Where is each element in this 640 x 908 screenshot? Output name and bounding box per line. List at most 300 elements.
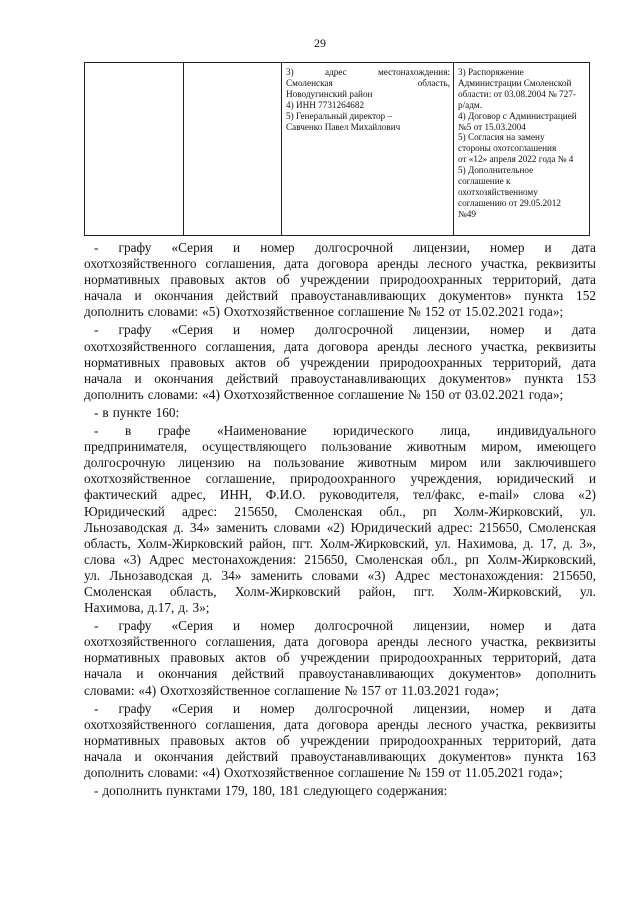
text-line bbox=[84, 618, 596, 634]
word: 03.02.2021 bbox=[464, 386, 525, 402]
table-cell-address bbox=[282, 63, 453, 132]
word: e-mail» bbox=[478, 487, 520, 503]
word: - bbox=[94, 240, 99, 255]
word: об bbox=[276, 272, 290, 288]
word: 215650, bbox=[478, 519, 523, 535]
word: и bbox=[544, 700, 552, 716]
word: слова bbox=[533, 487, 565, 503]
word: имеющего bbox=[536, 439, 596, 455]
word: нормативных bbox=[84, 354, 160, 370]
word: лицензию bbox=[178, 455, 235, 471]
word: Холм-Жирковский, bbox=[452, 583, 562, 599]
word: Охотхозяйственное bbox=[223, 304, 334, 320]
word: актов bbox=[235, 732, 266, 748]
word: заменить bbox=[216, 519, 268, 535]
word: реквизиты bbox=[536, 716, 596, 732]
text-line bbox=[84, 339, 596, 355]
word: правовых bbox=[170, 732, 225, 748]
word: номер bbox=[260, 322, 295, 338]
word: 3) bbox=[286, 67, 294, 77]
word: «4) bbox=[202, 386, 220, 402]
word: территорий, bbox=[492, 354, 562, 370]
word: природоохранных bbox=[379, 354, 483, 370]
word: 163 bbox=[576, 748, 596, 764]
word: года»; bbox=[528, 386, 564, 402]
word: природоохранных bbox=[379, 272, 483, 288]
word: и bbox=[544, 240, 552, 255]
word: договора bbox=[317, 716, 369, 732]
word: Юридический bbox=[350, 519, 432, 535]
paragraph bbox=[84, 701, 596, 781]
word: об bbox=[276, 650, 290, 666]
text-line bbox=[84, 240, 596, 256]
word: и bbox=[544, 618, 552, 634]
word: 34» bbox=[221, 567, 242, 583]
word: соглашения, bbox=[205, 256, 276, 272]
word: долгосрочной bbox=[314, 618, 394, 634]
word: дата bbox=[284, 256, 309, 272]
word: и bbox=[544, 322, 552, 338]
word: графе bbox=[157, 423, 191, 439]
word: 11.03.2021 bbox=[401, 682, 461, 698]
word: от bbox=[384, 682, 398, 698]
text-line bbox=[84, 600, 596, 616]
word: Льнозаводская bbox=[109, 567, 193, 583]
word: Смоленская bbox=[286, 77, 333, 88]
word: Охотхозяйственное bbox=[223, 386, 334, 402]
cell-line: охотхозяйственному bbox=[458, 186, 538, 197]
cell-line: 4) ИНН 7731264682 bbox=[286, 99, 365, 110]
text-line bbox=[84, 683, 596, 699]
text-line bbox=[84, 568, 596, 584]
word: Смоленская bbox=[84, 583, 152, 599]
word: адрес: bbox=[437, 519, 473, 535]
word: соглашение bbox=[337, 765, 405, 780]
word: дата bbox=[571, 272, 596, 288]
paragraph bbox=[84, 423, 596, 616]
word: реквизиты bbox=[536, 338, 596, 354]
word: «Наименование bbox=[216, 423, 307, 439]
word: район, bbox=[358, 583, 396, 599]
text-line bbox=[84, 701, 596, 717]
table-col-2 bbox=[184, 63, 282, 235]
word: пользование bbox=[321, 439, 392, 455]
text-line bbox=[84, 256, 596, 272]
word: соглашение bbox=[274, 682, 341, 698]
word: рп bbox=[465, 551, 480, 567]
word: дата bbox=[571, 618, 596, 634]
cell-line: Новодугинский район bbox=[286, 88, 373, 99]
word: д. bbox=[178, 600, 189, 616]
word: пункта bbox=[524, 288, 564, 304]
word: охотхозяйственное bbox=[84, 471, 191, 487]
word: Ф.И.О. bbox=[265, 487, 306, 503]
word: года»; bbox=[528, 304, 564, 320]
word: пункта bbox=[524, 748, 564, 764]
document-body bbox=[84, 240, 596, 801]
word: Холм-Жирковский, bbox=[319, 535, 429, 551]
word: начала bbox=[84, 666, 122, 682]
word: актов bbox=[235, 272, 266, 288]
word: словами bbox=[273, 519, 321, 535]
word: «3) bbox=[123, 551, 141, 567]
word: охотхозяйственного bbox=[84, 256, 197, 272]
word: договора bbox=[317, 338, 369, 354]
word: 160: bbox=[155, 404, 180, 420]
word: дата bbox=[284, 634, 309, 650]
word: 180, bbox=[251, 783, 276, 799]
word: реквизиты bbox=[536, 256, 596, 272]
text-line bbox=[84, 272, 596, 288]
text-line bbox=[84, 783, 596, 799]
word: года»; bbox=[528, 765, 563, 780]
paragraph bbox=[84, 240, 596, 320]
word: соглашение, bbox=[205, 471, 276, 487]
table-col-3 bbox=[282, 63, 454, 235]
word: область, bbox=[84, 535, 131, 551]
word: д.17, bbox=[147, 600, 175, 616]
word: 11.05.2021 bbox=[464, 765, 525, 780]
word: область, bbox=[169, 583, 217, 599]
word: Нахимова, bbox=[457, 535, 517, 551]
word: об bbox=[276, 354, 290, 370]
word: природоохранных bbox=[379, 732, 483, 748]
word: 215650, bbox=[304, 551, 348, 567]
cell-line: 5) Генеральный директор – bbox=[286, 110, 393, 121]
word: «2) bbox=[326, 519, 345, 535]
word: правоустанавливающих bbox=[290, 370, 427, 386]
word: д. bbox=[173, 519, 184, 535]
word: аренды bbox=[377, 338, 419, 354]
word: охотхозяйственного bbox=[84, 634, 197, 650]
word: 179, bbox=[224, 783, 248, 799]
word: «Серия bbox=[171, 240, 213, 255]
word: и bbox=[134, 370, 142, 386]
text-line bbox=[84, 504, 596, 520]
cell-line: №5 от 15.03.2004 bbox=[458, 121, 526, 132]
word: словами: bbox=[147, 765, 199, 780]
paragraph bbox=[84, 405, 596, 421]
word: 150 bbox=[424, 386, 445, 402]
cell-line: 5) Дополнительное bbox=[458, 165, 534, 176]
word: обл., bbox=[379, 503, 406, 519]
word: долгосрочную bbox=[84, 455, 166, 471]
word: соглашение bbox=[337, 304, 405, 320]
word: 17, bbox=[539, 535, 557, 551]
word: «4) bbox=[202, 765, 220, 780]
word: в bbox=[102, 404, 109, 420]
word: 159 bbox=[424, 765, 445, 780]
word: адрес, bbox=[171, 487, 206, 503]
word: дополнить bbox=[84, 765, 144, 780]
word: 153 bbox=[576, 370, 596, 386]
word: пункте bbox=[112, 404, 152, 420]
word: нормативных bbox=[84, 272, 160, 288]
word: лесного bbox=[427, 634, 472, 650]
text-line bbox=[84, 471, 596, 487]
word: документов» bbox=[438, 748, 512, 764]
word: Охотхозяйственное bbox=[223, 765, 334, 780]
text-line bbox=[84, 387, 596, 403]
text-line bbox=[84, 634, 596, 650]
word: Холм-Жирковский bbox=[234, 583, 341, 599]
word: номер bbox=[490, 618, 525, 634]
word: лесного bbox=[427, 716, 472, 732]
word: соглашения, bbox=[205, 634, 276, 650]
word: правовых bbox=[170, 272, 225, 288]
word: дополнить bbox=[536, 666, 596, 682]
word: животным bbox=[406, 439, 467, 455]
word: документов» bbox=[438, 288, 512, 304]
word: юридический bbox=[496, 471, 574, 487]
word: и bbox=[233, 322, 241, 338]
word: территорий, bbox=[492, 732, 562, 748]
word: ул. bbox=[579, 583, 596, 599]
table-cell-documents bbox=[454, 63, 589, 220]
word: начала bbox=[84, 748, 122, 764]
word: дата bbox=[571, 354, 596, 370]
word: 215650, bbox=[234, 503, 278, 519]
text-line bbox=[84, 717, 596, 733]
text-line bbox=[84, 487, 596, 503]
word: нормативных bbox=[84, 650, 160, 666]
cell-line: соглашению от 29.05.2012 bbox=[458, 197, 561, 208]
word: «5) bbox=[202, 304, 220, 320]
word: охотхозяйственного bbox=[84, 716, 197, 732]
word: заменить bbox=[250, 567, 303, 583]
word: д. bbox=[523, 535, 534, 551]
word: учреждения, bbox=[410, 471, 482, 487]
word: года»; bbox=[464, 682, 499, 698]
word: дата bbox=[571, 732, 596, 748]
cell-line: Савченко Павел Михайлович bbox=[286, 121, 401, 132]
word: область, bbox=[417, 77, 450, 88]
word: актов bbox=[235, 650, 266, 666]
word: действий bbox=[232, 666, 285, 682]
word: дополнить bbox=[84, 386, 144, 402]
word: д. bbox=[202, 567, 213, 583]
word: графу bbox=[118, 618, 152, 634]
word: предпринимателя, bbox=[84, 439, 188, 455]
word: участка, bbox=[480, 338, 528, 354]
word: дата bbox=[571, 700, 596, 716]
word: и bbox=[233, 700, 241, 716]
word: дата bbox=[571, 322, 596, 338]
word: рп bbox=[422, 503, 437, 519]
word: ул. bbox=[84, 567, 101, 583]
word: миром, bbox=[481, 439, 522, 455]
word: Нахимова, bbox=[84, 600, 144, 616]
word: правовых bbox=[170, 650, 225, 666]
word: номер bbox=[490, 700, 525, 716]
word: природоохранного bbox=[290, 471, 396, 487]
word: документов» bbox=[438, 370, 512, 386]
page-number: 29 bbox=[314, 36, 326, 50]
word: номер bbox=[490, 322, 525, 338]
word: документов» bbox=[448, 666, 522, 682]
word: лицензии, bbox=[413, 700, 470, 716]
cell-line: от «12» апреля 2022 года № 4 bbox=[458, 154, 574, 165]
text-line bbox=[84, 584, 596, 600]
word: миром bbox=[429, 455, 467, 471]
word: и bbox=[134, 748, 142, 764]
word: лицензии, bbox=[413, 618, 470, 634]
word: 3»; bbox=[192, 600, 210, 616]
word: - bbox=[94, 322, 99, 338]
word: ИНН, bbox=[219, 487, 252, 503]
text-line bbox=[84, 405, 596, 421]
word: руководителя, bbox=[319, 487, 399, 503]
word: начала bbox=[84, 370, 122, 386]
text-line bbox=[84, 439, 596, 455]
word: от bbox=[448, 765, 461, 780]
word: участка, bbox=[480, 634, 528, 650]
word: лица, bbox=[440, 423, 471, 439]
word: окончания bbox=[154, 370, 214, 386]
word: местонахождения: bbox=[439, 567, 544, 583]
word: окончания bbox=[158, 666, 218, 682]
word: долгосрочной bbox=[314, 240, 394, 255]
word: местонахождения: bbox=[192, 551, 297, 567]
word: об bbox=[276, 732, 290, 748]
word: - bbox=[94, 618, 99, 634]
word: реквизиты bbox=[536, 634, 596, 650]
word: окончания bbox=[154, 748, 214, 764]
cell-line: 5) Согласия на замену bbox=[458, 132, 545, 143]
text-line bbox=[84, 304, 596, 320]
word: Льнозаводская bbox=[84, 519, 168, 535]
word: словами: bbox=[147, 304, 199, 320]
text-line bbox=[84, 536, 596, 552]
word: правоустанавливающих bbox=[298, 666, 435, 682]
word: Холм-Жирковский bbox=[137, 535, 243, 551]
cell-line bbox=[286, 78, 450, 89]
word: Смоленская bbox=[528, 519, 596, 535]
text-line bbox=[84, 371, 596, 387]
word: от bbox=[448, 386, 461, 402]
word: ул. bbox=[579, 503, 596, 519]
text-line bbox=[84, 455, 596, 471]
word: учреждении bbox=[300, 272, 370, 288]
word: 215650, bbox=[552, 567, 596, 583]
word: 152 bbox=[576, 288, 596, 304]
word: адрес: bbox=[181, 503, 218, 519]
word: пункта bbox=[524, 370, 564, 386]
cell-line: 3) Распоряжение bbox=[458, 67, 524, 77]
word: Смоленская bbox=[294, 503, 363, 519]
word: № bbox=[408, 765, 421, 780]
word: «3) bbox=[367, 567, 386, 583]
word: нормативных bbox=[84, 732, 160, 748]
cell-line: Администрации Смоленской bbox=[458, 77, 572, 88]
word: заключившего bbox=[514, 455, 596, 471]
word: «4) bbox=[138, 682, 157, 698]
word: на bbox=[247, 455, 261, 471]
table-col-1 bbox=[85, 63, 184, 235]
word: долгосрочной bbox=[314, 700, 394, 716]
word: осуществляющего bbox=[202, 439, 307, 455]
word: - bbox=[94, 423, 99, 439]
paragraph bbox=[84, 618, 596, 698]
word: 181 bbox=[279, 783, 300, 799]
word: номер bbox=[260, 240, 295, 255]
paragraph bbox=[84, 783, 596, 799]
word: дата bbox=[571, 650, 596, 666]
cell-line: области: от 03.08.2004 № 727- bbox=[458, 88, 576, 99]
word: Охотхозяйственное bbox=[160, 682, 271, 698]
word: - bbox=[94, 700, 99, 716]
word: договора bbox=[317, 634, 369, 650]
word: дата bbox=[284, 338, 309, 354]
word: лицензии, bbox=[413, 322, 470, 338]
word: лесного bbox=[427, 256, 472, 272]
word: обл., bbox=[430, 551, 458, 567]
table-col-4 bbox=[454, 63, 589, 235]
word: фактический bbox=[84, 487, 158, 503]
word: дата bbox=[571, 240, 596, 255]
cell-line: р/адм. bbox=[458, 99, 483, 110]
word: правоустанавливающих bbox=[290, 288, 427, 304]
word: территорий, bbox=[492, 650, 562, 666]
text-line bbox=[84, 552, 596, 568]
cell-line: соглашение к bbox=[458, 176, 511, 187]
word: следующего bbox=[303, 783, 373, 799]
word: от bbox=[448, 304, 461, 320]
text-line bbox=[84, 650, 596, 666]
word: пгт. bbox=[413, 583, 435, 599]
word: учреждении bbox=[300, 650, 370, 666]
word: пользование bbox=[274, 455, 345, 471]
word: Адрес bbox=[394, 567, 430, 583]
word: № bbox=[344, 682, 357, 698]
word: «Серия bbox=[171, 700, 213, 716]
paragraph bbox=[84, 322, 596, 402]
word: и bbox=[134, 288, 142, 304]
word: договора bbox=[317, 256, 369, 272]
word: графу bbox=[118, 700, 152, 716]
word: начала bbox=[84, 288, 122, 304]
cell-line: 4) Договор с Администрацией bbox=[458, 110, 577, 121]
word: адрес bbox=[324, 67, 347, 77]
word: - bbox=[94, 404, 99, 420]
word: территорий, bbox=[492, 272, 562, 288]
word: лесного bbox=[427, 338, 472, 354]
word: номер bbox=[260, 618, 295, 634]
word: д. bbox=[562, 535, 573, 551]
word: правовых bbox=[170, 354, 225, 370]
continuation-table bbox=[84, 62, 590, 236]
word: актов bbox=[235, 354, 266, 370]
word: 15.02.2021 bbox=[464, 304, 525, 320]
word: слова bbox=[84, 551, 116, 567]
word: дополнить bbox=[84, 304, 144, 320]
word: правоустанавливающих bbox=[290, 748, 427, 764]
word: «Серия bbox=[171, 322, 213, 338]
word: учреждении bbox=[300, 732, 370, 748]
word: участка, bbox=[480, 716, 528, 732]
word: Смоленская bbox=[355, 551, 423, 567]
word: графу bbox=[118, 240, 152, 255]
word: и bbox=[233, 240, 241, 255]
word: пгт. bbox=[292, 535, 314, 551]
word: Юридический bbox=[84, 503, 165, 519]
word: 152 bbox=[424, 304, 445, 320]
word: действий bbox=[226, 748, 279, 764]
word: действий bbox=[226, 288, 279, 304]
word: и bbox=[136, 666, 144, 682]
word: аренды bbox=[377, 716, 419, 732]
word: 34» bbox=[189, 519, 210, 535]
